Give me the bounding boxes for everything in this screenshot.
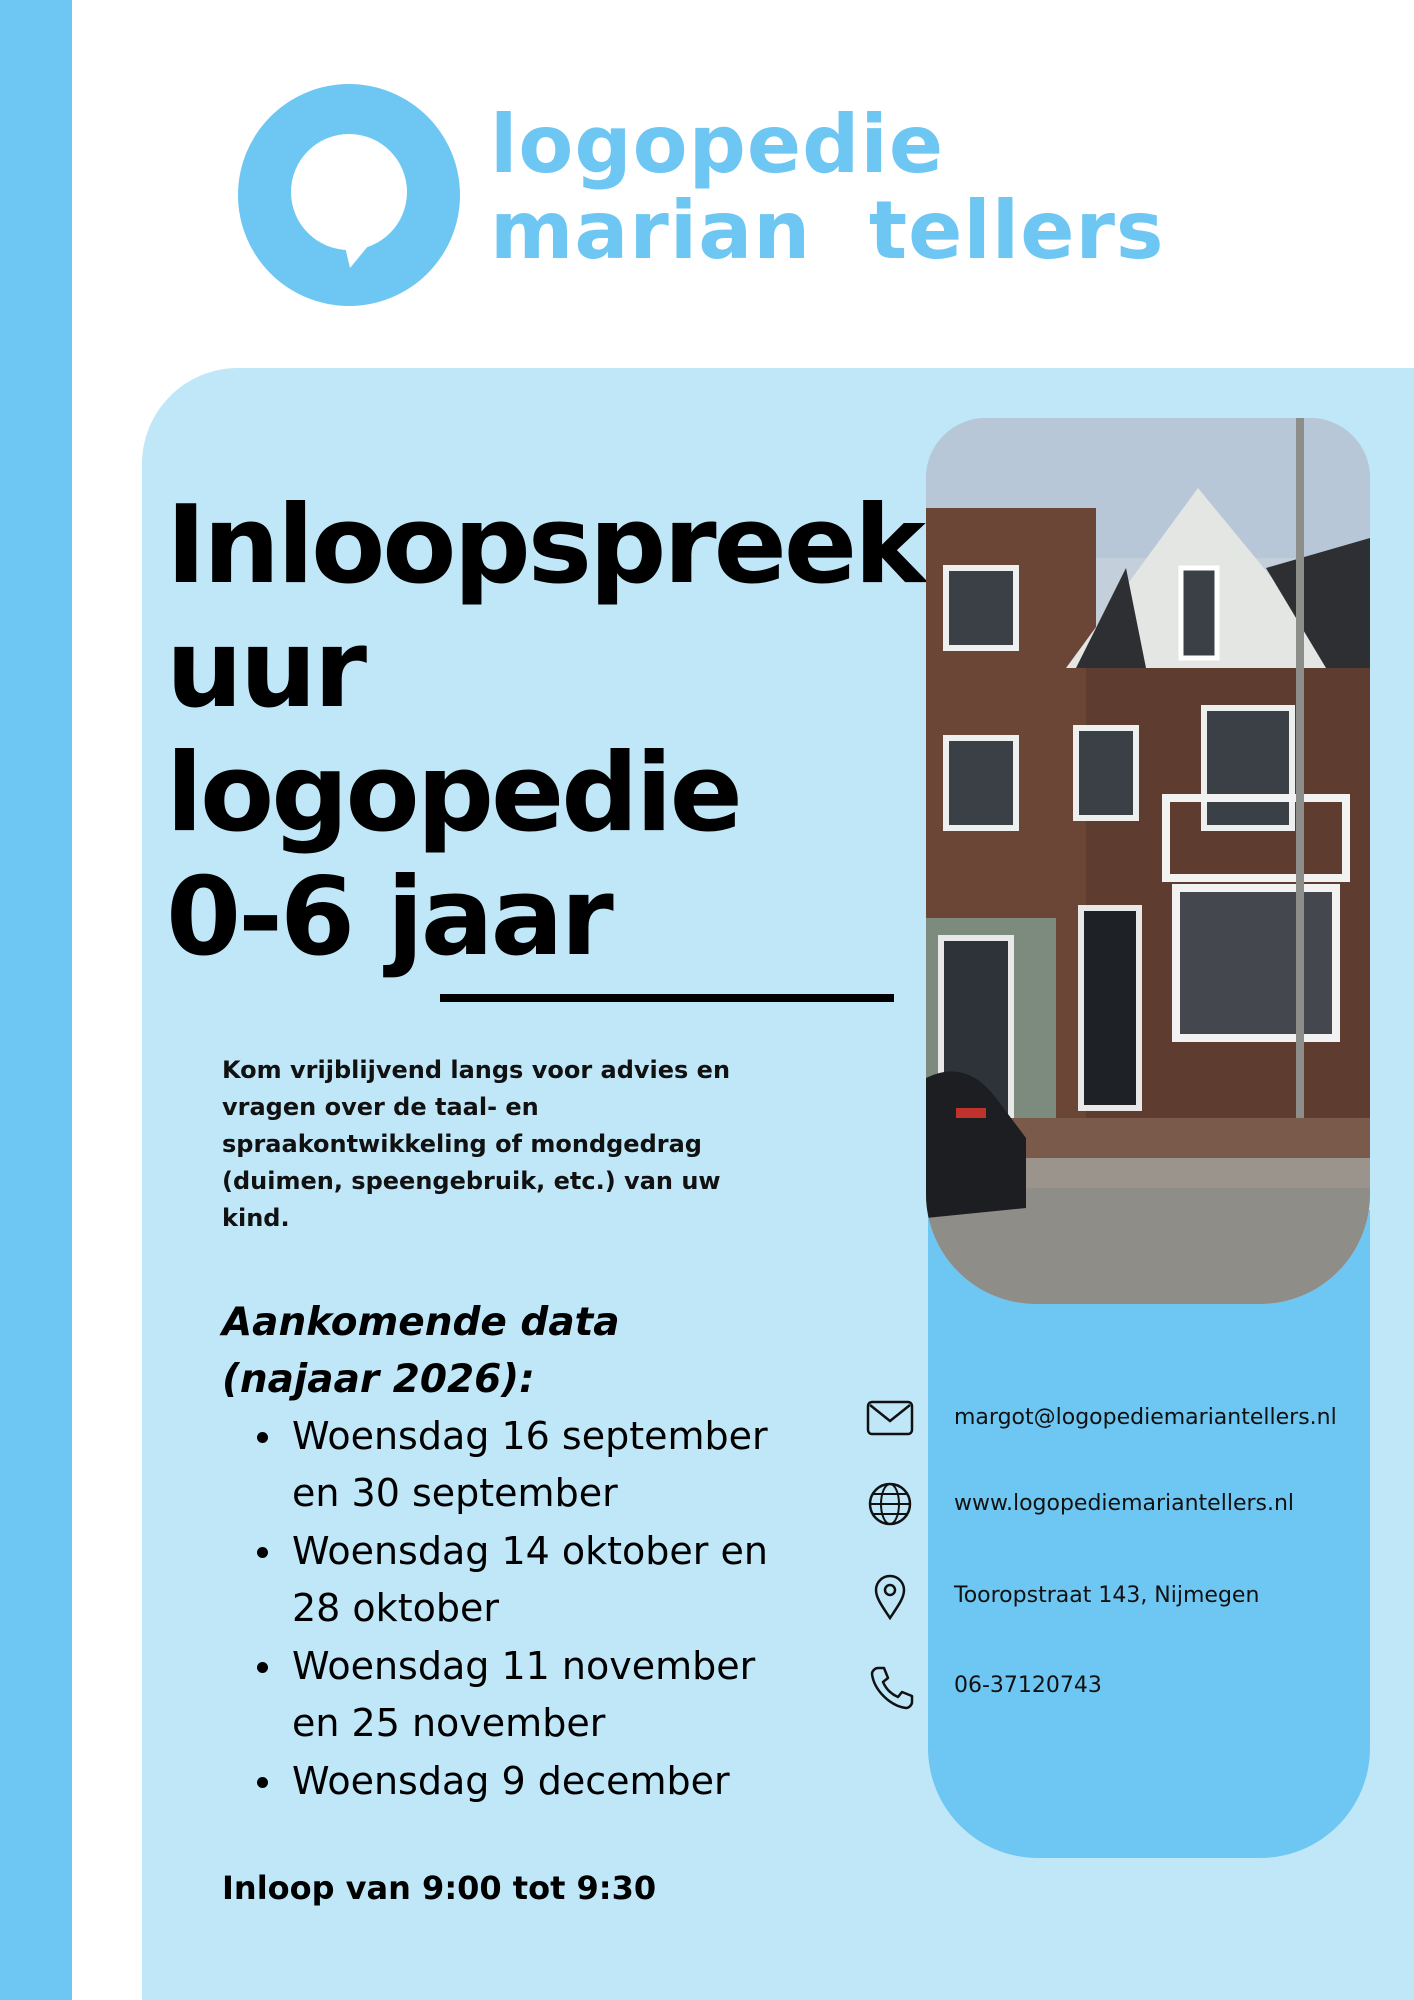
logo-line-2: marian tellers bbox=[490, 184, 1165, 277]
logo bbox=[238, 84, 1165, 306]
list-item: Woensdag 14 oktober en 28 oktober bbox=[222, 1523, 782, 1637]
speech-bubble-logo-icon bbox=[238, 84, 460, 306]
logo-line-1: logopedie bbox=[490, 98, 945, 191]
title-line-1: Inloopspreek bbox=[166, 483, 923, 608]
website-text[interactable]: www.logopediemariantellers.nl bbox=[954, 1491, 1295, 1516]
list-item: Woensdag 9 december bbox=[222, 1753, 782, 1810]
side-stripe bbox=[0, 0, 72, 2000]
contact-address[interactable] bbox=[862, 1572, 1382, 1620]
dates-heading: Aankomende data (najaar 2026): bbox=[222, 1300, 620, 1402]
contact-card bbox=[928, 1210, 1370, 1858]
dates-list bbox=[222, 1408, 782, 1811]
phone-text[interactable]: 06-37120743 bbox=[954, 1673, 1102, 1698]
walk-in-hours: Inloop van 9:00 tot 9:30 bbox=[222, 1869, 657, 1907]
logo-wordmark bbox=[490, 98, 1165, 277]
email-text[interactable]: margot@logopediemariantellers.nl bbox=[954, 1405, 1337, 1430]
intro-text: Kom vrijblijvend langs voor advies en vragen over de taal- en spraakontwikkeling of mondgedrag (duimen, speengebruik, etc.) van uw kind. bbox=[222, 1056, 731, 1232]
phone-icon bbox=[862, 1662, 918, 1710]
address-text[interactable]: Tooropstraat 143, Nijmegen bbox=[954, 1583, 1260, 1608]
contact-email[interactable] bbox=[862, 1394, 1382, 1442]
list-item: Woensdag 16 september en 30 september bbox=[222, 1408, 782, 1522]
building-photo bbox=[926, 418, 1370, 1304]
location-pin-icon bbox=[862, 1572, 918, 1620]
globe-icon bbox=[862, 1480, 918, 1528]
title-line-2: uur logopedie bbox=[166, 607, 740, 856]
contact-website[interactable] bbox=[862, 1480, 1382, 1528]
list-item: Woensdag 11 november en 25 november bbox=[222, 1638, 782, 1752]
title-line-3: 0-6 jaar bbox=[166, 855, 611, 980]
contact-phone[interactable] bbox=[862, 1662, 1382, 1710]
page-title bbox=[166, 484, 926, 980]
envelope-icon bbox=[862, 1394, 918, 1442]
divider bbox=[440, 994, 894, 1002]
